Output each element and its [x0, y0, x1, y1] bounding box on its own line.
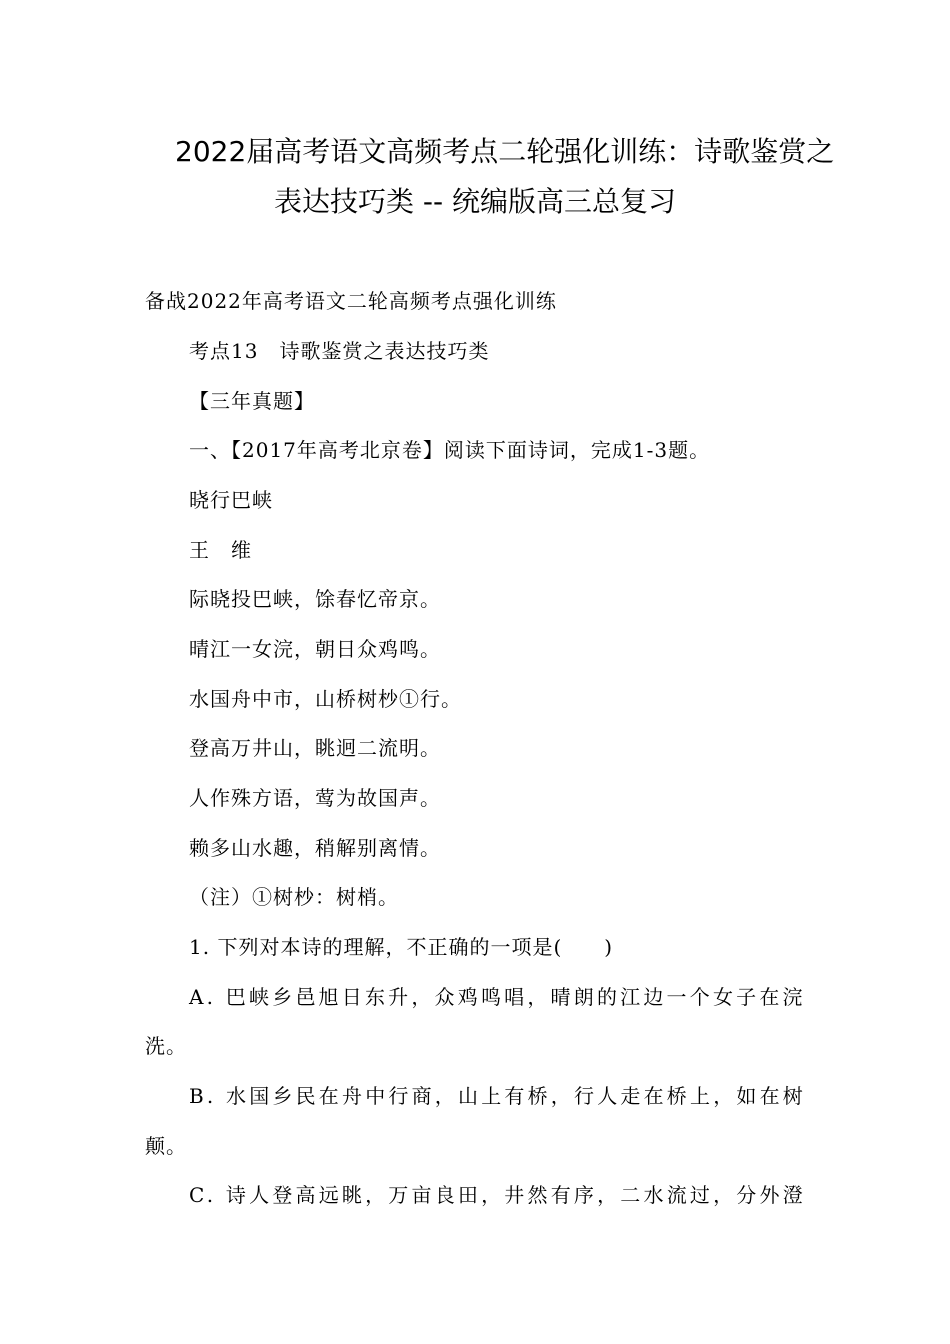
option-b-continued: 颠。 [145, 1134, 187, 1158]
document-title-line-2: 表达技巧类 -- 统编版高三总复习 [273, 185, 676, 218]
option-c: C. 诗人登高远眺，万亩良田，井然有序，二水流过，分外澄 [189, 1183, 806, 1207]
document-title-line-1: 2022届高考语文高频考点二轮强化训练：诗歌鉴赏之 [175, 135, 835, 168]
topic-line: 考点13 诗歌鉴赏之表达技巧类 [189, 339, 490, 363]
poem-line: 人作殊方语，莺为故国声。 [189, 786, 441, 810]
question-1: 1. 下列对本诗的理解，不正确的一项是( ) [189, 935, 614, 959]
question-intro: 一、【2017年高考北京卷】阅读下面诗词，完成1-3题。 [189, 438, 711, 462]
poem-line: 水国舟中市，山桥树杪①行。 [189, 687, 462, 711]
poem-line: 赖多山水趣，稍解别离情。 [189, 836, 441, 860]
poem-line: 晴江一女浣，朝日众鸡鸣。 [189, 637, 441, 661]
poem-note: （注）①树杪：树梢。 [189, 885, 399, 909]
section-heading: 【三年真题】 [189, 389, 315, 413]
poem-line: 际晓投巴峡，馀春忆帝京。 [189, 587, 441, 611]
poem-author: 王 维 [189, 538, 252, 562]
subtitle-line: 备战2022年高考语文二轮高频考点强化训练 [145, 289, 557, 313]
option-a: A. 巴峡乡邑旭日东升，众鸡鸣唱，晴朗的江边一个女子在浣 [189, 985, 806, 1009]
poem-title: 晓行巴峡 [189, 488, 273, 512]
option-a-continued: 洗。 [145, 1034, 187, 1058]
poem-line: 登高万井山，眺迥二流明。 [189, 736, 441, 760]
option-b: B. 水国乡民在舟中行商，山上有桥，行人走在桥上，如在树 [189, 1084, 807, 1108]
